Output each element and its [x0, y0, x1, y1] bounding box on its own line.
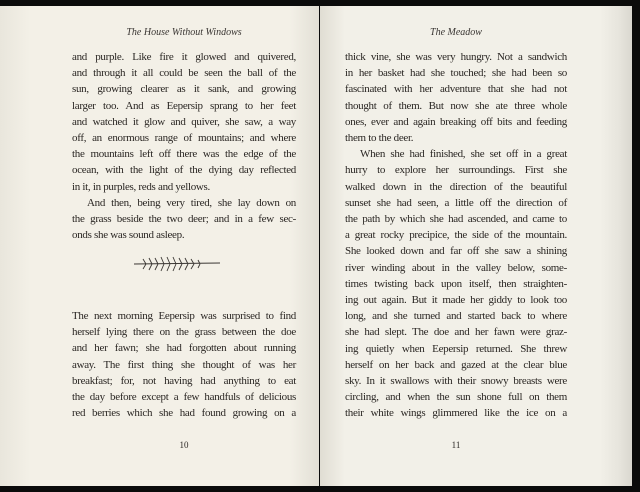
text-line: onds she was sound asleep.: [72, 229, 185, 242]
text-line: herself on her back and gazed at the clear blue: [345, 358, 567, 371]
left-page: [0, 6, 319, 486]
text-line: away. The first thing she thought of was her: [72, 358, 296, 371]
text-line: the grass beside the two deer; and in a few sec-: [72, 213, 296, 225]
text-line: hurry to explore her surroundings. First she: [345, 164, 567, 177]
text-line: She looked down and far off she saw a shining: [345, 245, 567, 258]
text-line: sunset she had seen, a little off the direction of: [345, 196, 567, 209]
text-line: fascinated with her adventure that she had not: [345, 83, 567, 96]
text-line: their white wings glimmered like the ice on a: [345, 407, 567, 420]
text-line: When she had finished, she set off in a great: [360, 148, 567, 161]
text-line: ing out again. But it made her giddy to look too: [345, 294, 567, 306]
text-line: And then, being very tired, she lay down on: [87, 196, 296, 209]
text-line: she had slept. The doe and her fawn were graz-: [345, 326, 567, 339]
text-line: times twisting back upon itself, then straighten-: [345, 277, 567, 290]
text-line: long, and she turned and started back to where: [345, 310, 567, 323]
text-line: ones, ever and again breaking off bits and feeding: [345, 115, 567, 128]
text-line: the path by which she had ascended, and came to: [345, 213, 567, 225]
text-line: circling, and when the sun shone full on them: [345, 391, 567, 404]
text-line: walked down in the direction of the beautiful: [345, 180, 567, 193]
text-line: the mountains left off there was the edge of the: [72, 148, 296, 161]
text-line: them to the deer.: [345, 132, 414, 144]
page-number: 11: [451, 440, 461, 450]
running-head: The Meadow: [430, 27, 482, 38]
right-page: [320, 6, 632, 486]
text-line: off, an enormous range of mountains; and where: [72, 132, 296, 144]
text-line: The next morning Eepersip was surprised to find: [72, 310, 296, 322]
text-line: breakfast; for, not having had anything to eat: [72, 374, 296, 387]
text-line: larger too. And as Eepersip sprang to her feet: [72, 99, 296, 112]
fern-ornament-icon: [132, 254, 222, 274]
text-line: herself lying there on the grass between the doe: [72, 326, 296, 339]
text-line: red berries which she had found growing on a: [72, 407, 296, 420]
page-number: 10: [179, 440, 189, 450]
text-line: and purple. Like fire it glowed and quivered,: [72, 51, 296, 63]
text-line: in her basket had she touched; she had been so: [345, 67, 567, 80]
text-line: thick vine, she was very hungry. Not a sandwich: [345, 51, 567, 63]
text-line: in it, in purples, reds and yellows.: [72, 180, 210, 193]
text-line: sky. In it swallows with their snowy breasts were: [345, 375, 567, 387]
text-line: ing quietly when Eepersip returned. She threw: [345, 342, 567, 355]
text-line: river winding about in the valley below, some-: [345, 261, 567, 274]
text-line: the day before except a few handfuls of delicious: [72, 391, 296, 403]
text-line: sun, growing clearer as it sank, and growing: [72, 83, 296, 96]
text-line: and through it all could be seen the ball of the: [72, 67, 296, 80]
text-line: and watched it glow and quiver, she saw, a way: [72, 115, 296, 128]
text-line: thought of them. But now she ate three whole: [345, 99, 567, 112]
text-line: ocean, with the light of the dying day reflected: [72, 164, 296, 177]
text-line: a great rocky precipice, the side of the mountain.: [345, 229, 567, 242]
running-head: The House Without Windows: [126, 27, 242, 38]
text-line: and her fawn; she had forgotten about running: [72, 342, 296, 355]
